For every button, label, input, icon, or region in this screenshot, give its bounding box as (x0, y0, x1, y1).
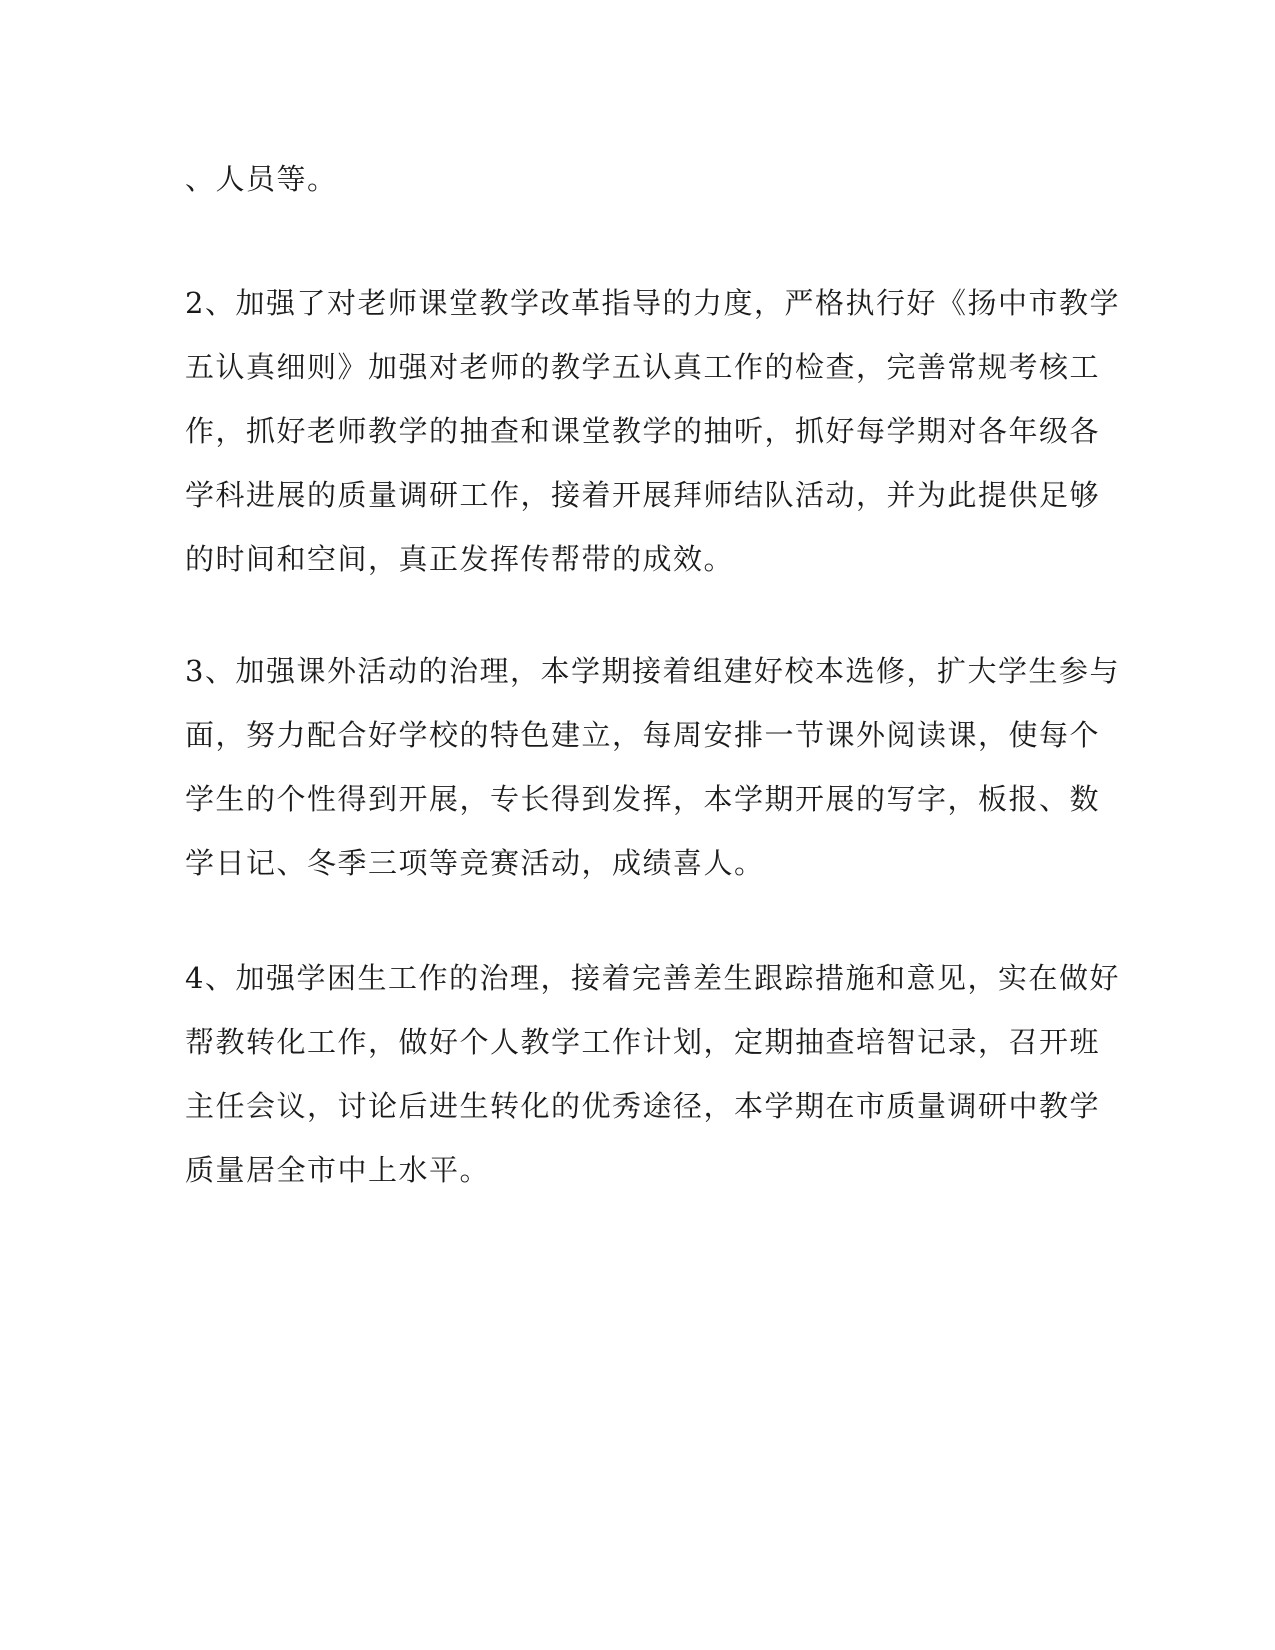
paragraph-line: 学生的个性得到开展，专长得到发挥，本学期开展的写字，板报、数 (185, 782, 1101, 816)
paragraph-line: 五认真细则》加强对老师的教学五认真工作的检查，完善常规考核工 (185, 350, 1101, 384)
paragraph-line: 的时间和空间，真正发挥传帮带的成效。 (185, 542, 735, 576)
paragraph-1 (185, 147, 1085, 211)
paragraph-line: 、人员等。 (185, 162, 338, 196)
paragraph-2 (185, 271, 1120, 591)
paragraph-line: 学科进展的质量调研工作，接着开展拜师结队活动，并为此提供足够 (185, 478, 1101, 512)
paragraph-line: 学日记、冬季三项等竞赛活动，成绩喜人。 (185, 846, 765, 880)
paragraph-line: 作，抓好老师教学的抽查和课堂教学的抽听，抓好每学期对各年级各 (185, 414, 1101, 448)
paragraph-line: 质量居全市中上水平。 (185, 1153, 491, 1187)
paragraph-4 (185, 946, 1120, 1202)
paragraph-line: 帮教转化工作，做好个人教学工作计划，定期抽查培智记录，召开班 (185, 1025, 1101, 1059)
paragraph-line: 主任会议，讨论后进生转化的优秀途径，本学期在市质量调研中教学 (185, 1089, 1101, 1123)
paragraph-line: 3、加强课外活动的治理，本学期接着组建好校本选修，扩大学生参与 (185, 654, 1120, 688)
paragraph-line: 面，努力配合好学校的特色建立，每周安排一节课外阅读课，使每个 (185, 718, 1101, 752)
paragraph-line: 4、加强学困生工作的治理，接着完善差生跟踪措施和意见，实在做好 (185, 961, 1120, 995)
paragraph-line: 2、加强了对老师课堂教学改革指导的力度，严格执行好《扬中市教学 (185, 286, 1120, 320)
paragraph-3 (185, 639, 1120, 895)
